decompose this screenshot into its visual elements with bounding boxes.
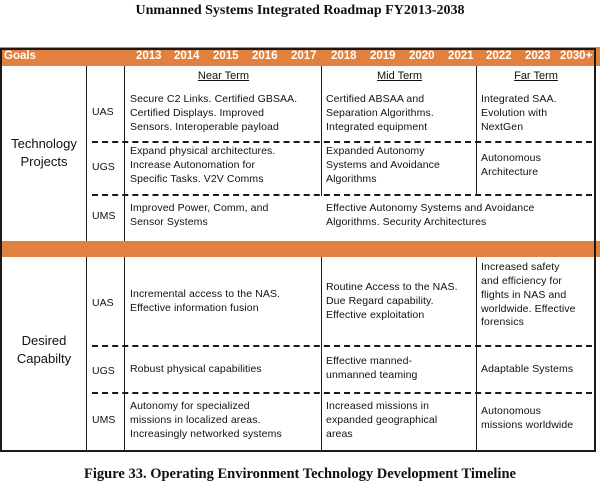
year-2017: 2017 [291, 50, 317, 62]
cap-ugs-far: Adaptable Systems [481, 363, 574, 375]
row-separator-dashed [92, 141, 592, 143]
section-technology-projects: Technology Projects [11, 136, 77, 169]
tech-uas-far: Integrated SAA. Evolution with NextGen [481, 93, 557, 133]
row-separator-dashed [92, 194, 592, 196]
year-2022: 2022 [486, 50, 512, 62]
cap-uas-near: Incremental access to the NAS. Effective information fusion [130, 288, 281, 314]
tech-ugs-mid: Expanded Autonomy Systems and Avoidance Algorithms [326, 145, 440, 185]
year-2030-plus: 2030+ [560, 50, 593, 62]
platform-ugs: UGS [92, 365, 115, 377]
year-2015: 2015 [213, 50, 239, 62]
col-divider-near-mid [321, 257, 322, 451]
cap-ugs-near: Robust physical capabilities [130, 363, 262, 375]
col-divider-near-mid [321, 66, 322, 196]
cap-ums-far: Autonomous missions worldwide [481, 405, 574, 431]
year-2020: 2020 [409, 50, 435, 62]
platform-uas: UAS [92, 297, 114, 309]
far-term-heading: Far Term [514, 70, 558, 82]
cap-ums-near: Autonomy for specialized missions in localized areas. Increasingly networked systems [130, 400, 282, 440]
near-term-heading: Near Term [197, 70, 250, 82]
mid-term-heading: Mid Term [376, 70, 423, 82]
cap-uas-mid: Routine Access to the NAS. Due Regard capability. Effective exploitation [326, 281, 458, 321]
goals-label: Goals [4, 50, 36, 62]
section-desired-capability: Desired Capabilty [16, 333, 72, 366]
tech-uas-mid: Certified ABSAA and Separation Algorithms. Integrated equipment [326, 93, 434, 133]
figure-caption: Figure 33. Operating Environment Technology Development Timeline [84, 466, 516, 482]
page-title: Unmanned Systems Integrated Roadmap FY2013-2038 [135, 3, 465, 18]
year-2018: 2018 [331, 50, 357, 62]
row-separator-dashed [92, 345, 592, 347]
col-divider-mid-far [476, 257, 477, 451]
col-divider-platform [124, 66, 125, 241]
year-2016: 2016 [252, 50, 278, 62]
col-divider-mid-far [476, 66, 477, 196]
col-divider-section [86, 66, 87, 241]
platform-uas: UAS [92, 106, 114, 118]
year-2019: 2019 [370, 50, 396, 62]
cap-ums-mid: Increased missions in expanded geographical areas [326, 400, 438, 440]
tech-ums-near: Improved Power, Comm, and Sensor Systems [130, 202, 269, 228]
year-2023: 2023 [525, 50, 551, 62]
col-divider-platform [124, 257, 125, 451]
row-separator-dashed [92, 392, 592, 394]
year-2014: 2014 [174, 50, 200, 62]
col-divider-section [86, 257, 87, 451]
platform-ums: UMS [92, 414, 116, 426]
tech-ugs-far: Autonomous Architecture [481, 152, 541, 178]
tech-uas-near: Secure C2 Links. Certified GBSAA. Certified Displays. Improved Sensors. Interoperable payload [130, 93, 298, 133]
tech-ugs-near: Expand physical architectures. Increase Autonomation for Specific Tasks. V2V Comms [130, 145, 276, 185]
cap-ugs-mid: Effective manned- unmanned teaming [326, 355, 418, 381]
platform-ugs: UGS [92, 161, 115, 173]
cap-uas-far: Increased safety and efficiency for flights in NAS and worldwide. Effective forensics [481, 261, 576, 329]
tech-ums-mid-far: Effective Autonomy Systems and Avoidance Algorithms. Security Architectures [326, 202, 535, 228]
year-2013: 2013 [136, 50, 162, 62]
year-2021: 2021 [448, 50, 474, 62]
platform-ums: UMS [92, 210, 116, 222]
